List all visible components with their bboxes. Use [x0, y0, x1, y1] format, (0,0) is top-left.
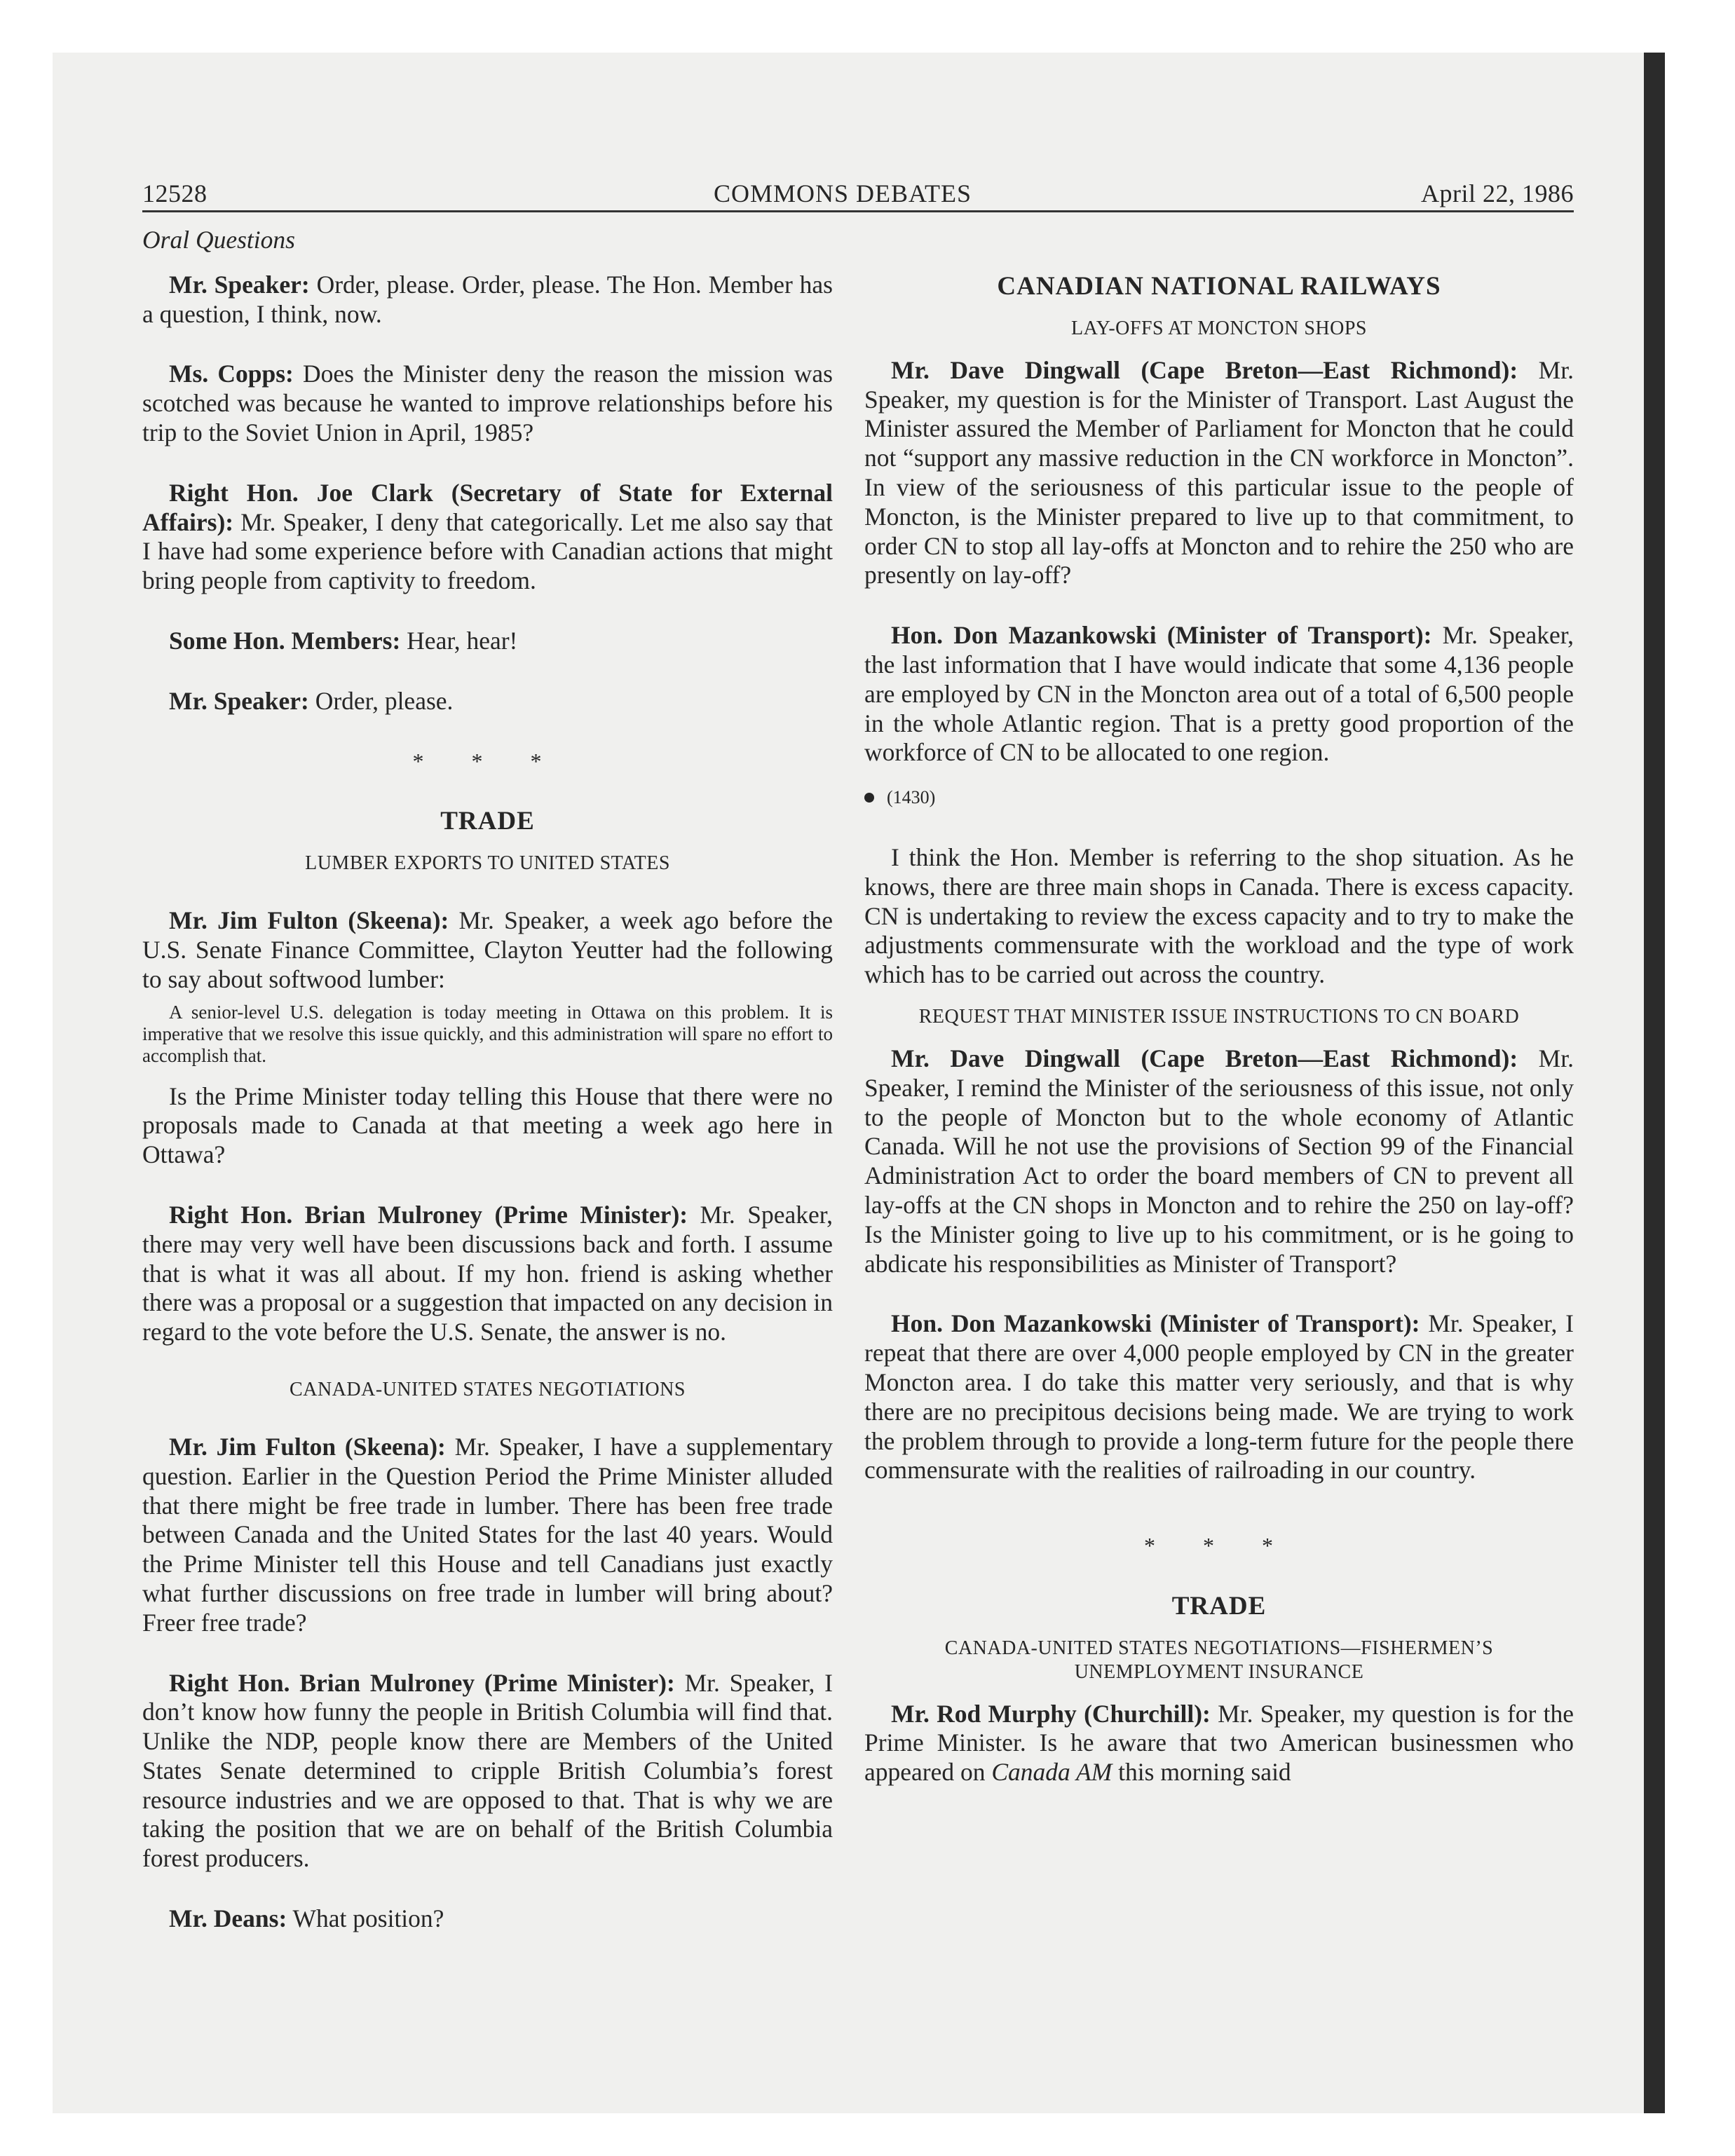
page-number: 12528 [142, 179, 207, 207]
subsection-heading: CANADA-UNITED STATES NEGOTIATIONS—FISHERMEN’S UNEMPLOYMENT INSURANCE [944, 1637, 1494, 1683]
speech-text: Mr. Speaker, the last information that I have would indicate that some 4,136 people are employed by CN in the Moncton area out of a total of 6,500 people in the whole Atlantic region. That is a pretty good proportion of the workforce of CN to be allocated to one region. [864, 621, 1574, 767]
speaker-name: Mr. Speaker: [169, 686, 309, 715]
bullet-icon [864, 793, 874, 803]
paragraph [142, 1433, 833, 1638]
paragraph [142, 627, 833, 656]
subsection-heading: CANADA-UNITED STATES NEGOTIATIONS [290, 1378, 686, 1400]
speech-text: Hear, hear! [400, 626, 518, 655]
speaker-name: Hon. Don Mazankowski (Minister of Transport): [891, 621, 1432, 650]
publication-title: COMMONS DEBATES [714, 179, 972, 207]
speaker-name: Right Hon. Joe Clark (Secretary of State for External Affairs): [142, 478, 833, 536]
paragraph: I think the Hon. Member is referring to the shop situation. As he knows, there are three main shops in Canada. There is excess capacity. CN is undertaking to review the excess capacity and to try to make the adjustments commensurate with the workload and the type of work which has to be carried out across the country. [864, 842, 1574, 989]
paragraph [142, 360, 833, 447]
speaker-name: Mr. Jim Fulton (Skeena): [169, 906, 449, 935]
speaker-name: Mr. Dave Dingwall (Cape Breton—East Richmond): [891, 1044, 1518, 1072]
section-heading: TRADE [440, 807, 535, 836]
speaker-name: Hon. Don Mazankowski (Minister of Transport): [891, 1309, 1420, 1338]
book-spine-shadow [1644, 53, 1665, 2113]
right-column [864, 272, 1574, 1787]
section-heading: CANADIAN NATIONAL RAILWAYS [997, 272, 1441, 301]
speech-text: Mr. Speaker, a week ago before the U.S. Senate Finance Committee, Clayton Yeutter had the following to say about softwood lumber: [142, 906, 833, 993]
paragraph [142, 1201, 833, 1347]
block-quote: A senior-level U.S. delegation is today meeting in Ottawa on this problem. It is imperative that we resolve this issue quickly, and this administration will spare no effort to accomplish that. [142, 1001, 833, 1066]
paragraph [864, 1044, 1574, 1278]
speech-text: Mr. Speaker, I repeat that there are over 4,000 people employed by CN in the greater Moncton area. I do take this matter very seriously, and that is why there are no precipitous decisions being made. We are trying to work the problem through to provide a long-term future for the people there commensurate with the realities of railroading in our country. [864, 1309, 1574, 1485]
left-column [142, 226, 833, 1934]
speech-text: What position? [287, 1904, 444, 1933]
paragraph [142, 906, 833, 994]
paragraph [142, 687, 833, 716]
speech-text: Mr. Speaker, I don’t know how funny the people in British Columbia will find that. Unlike the NDP, people know there are Members of the United States Senate determined to cripple British Columbia’s forest resource industries and we are opposed to that. That is why we are taking the position that we are on behalf of the British Columbia forest producers. [142, 1668, 833, 1873]
paragraph [142, 479, 833, 596]
paragraph: Is the Prime Minister today telling this House that there were no proposals made to Canada at that meeting a week ago here in Ottawa? [142, 1082, 833, 1169]
timestamp-text: (1430) [887, 787, 936, 808]
program-title: Canada AM [991, 1758, 1113, 1787]
paragraph [864, 621, 1574, 767]
paragraph [142, 1669, 833, 1874]
speaker-name: Mr. Jim Fulton (Skeena): [169, 1432, 446, 1461]
section-heading: TRADE [1171, 1591, 1267, 1621]
speech-text: Order, please. [308, 686, 454, 715]
speaker-name: Ms. Copps: [169, 360, 294, 388]
speaker-name: Right Hon. Brian Mulroney (Prime Minister): [169, 1668, 675, 1697]
speech-text: Mr. Speaker, there may very well have been discussions back and forth. I assume that is what it was all about. If my hon. friend is asking whether there was a proposal or a suggestion that impacted on any decision in regard to the vote before the U.S. Senate, the answer is no. [142, 1200, 834, 1346]
section-divider: * * * [1144, 1533, 1294, 1559]
speech-text: this morning said [1112, 1758, 1291, 1787]
speech-text: Mr. Speaker, I have a supplementary question. Earlier in the Question Period the Prime Minister alluded that there might be free trade in lumber. There has been free trade between Canada and the United States for the last 40 years. Would the Prime Minister tell this House and tell Canadians just exactly what further discussions on free trade in lumber will bring about? Freer free trade? [142, 1432, 833, 1637]
publication-date: April 22, 1986 [1421, 179, 1574, 207]
speech-text: Mr. Speaker, my question is for the Prime Minister. Is he aware that two American businessmen who appeared on [864, 1699, 1574, 1787]
speech-text: Order, please. Order, please. The Hon. Member has a question, I think, now. [142, 270, 833, 328]
paragraph [142, 271, 833, 329]
subsection-heading: LAY-OFFS AT MONCTON SHOPS [1070, 317, 1367, 339]
speaker-name: Mr. Rod Murphy (Churchill): [891, 1699, 1211, 1728]
speaker-name: Some Hon. Members: [169, 626, 401, 655]
speaker-name: Right Hon. Brian Mulroney (Prime Minister): [169, 1200, 688, 1229]
header-rule [142, 210, 1574, 212]
subsection-heading: LUMBER EXPORTS TO UNITED STATES [305, 852, 670, 875]
time-marker [864, 783, 1574, 812]
paragraph [864, 1309, 1574, 1485]
paragraph [864, 1700, 1574, 1787]
section-divider: * * * [412, 748, 563, 774]
subsection-heading: REQUEST THAT MINISTER ISSUE INSTRUCTIONS TO CN BOARD [918, 1005, 1520, 1028]
section-label: Oral Questions [142, 226, 295, 254]
paragraph [864, 356, 1574, 590]
speech-text: Does the Minister deny the reason the mission was scotched was because he wanted to improve relationships before his trip to the Soviet Union in April, 1985? [142, 360, 833, 446]
speaker-name: Mr. Dave Dingwall (Cape Breton—East Richmond): [891, 355, 1518, 384]
speech-text: Mr. Speaker, I remind the Minister of the seriousness of this issue, not only to the people of Moncton but to the whole economy of Atlantic Canada. Will he not use the provisions of Section 99 of the Financial Administration Act to order the board members of CN to prevent all lay-offs at the CN shops in Moncton and to rehire the 250 on lay-off? Is the Minister going to live up to his commitment, or is he going to abdicate his responsibilities as Minister of Transport? [864, 1044, 1574, 1278]
speaker-name: Mr. Speaker: [169, 270, 310, 299]
speech-text: Mr. Speaker, I deny that categorically. Let me also say that I have had some experience before with Canadian actions that might bring people from captivity to freedom. [142, 507, 833, 595]
paragraph [142, 1904, 833, 1934]
speaker-name: Mr. Deans: [169, 1904, 287, 1933]
speech-text: Mr. Speaker, my question is for the Minister of Transport. Last August the Minister assured the Member of Parliament for Moncton that he could not “support any massive reduction in the CN workforce in Moncton”. In view of the seriousness of this particular issue to the people of Moncton, is the Minister prepared to live up to that commitment, to order CN to stop all lay-offs at Moncton and to rehire the 250 who are presently on lay-off? [864, 355, 1574, 589]
